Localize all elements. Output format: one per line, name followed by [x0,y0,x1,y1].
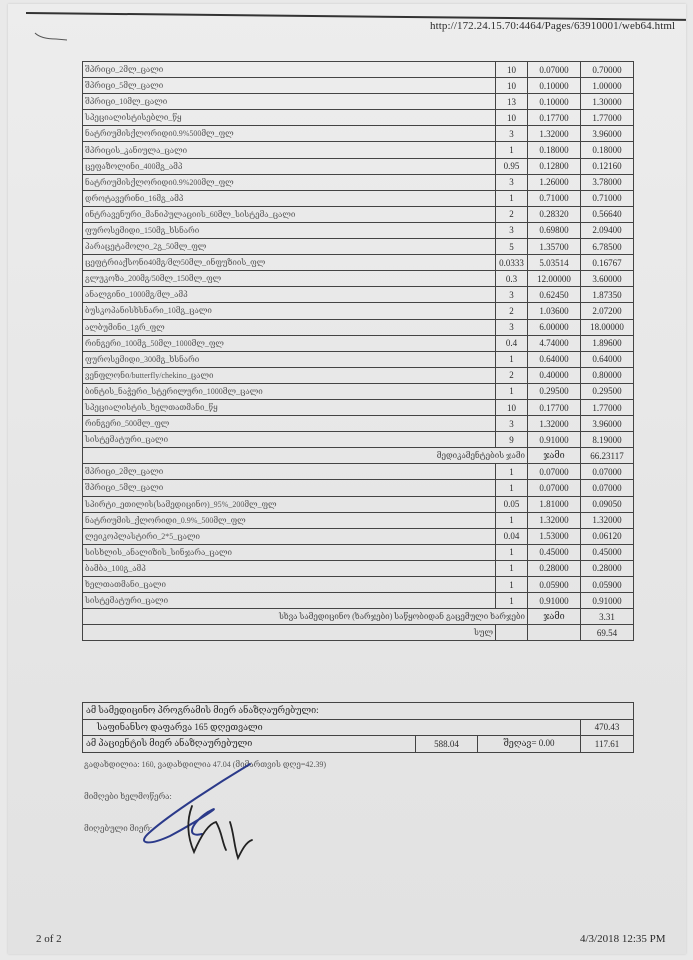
item-name: ცეფაზოლინი_400მგ_ამპ [83,158,496,174]
table-row [83,464,634,480]
item-name: ნატრიუმისქლორიდი0.9%200მლ_ფლ [83,174,496,190]
table-row [83,560,634,576]
payment-summary-table [82,702,634,753]
footer-paid-line: გადახდილია: 160, ვადახდილია 47.04 (მიმართვის დღე=42.39) [84,760,327,769]
item-total: 0.18000 [581,142,634,158]
item-name: სისხლის_ანალიზის_სინჯარა_ცალი [83,544,496,560]
empty-cell [528,625,581,641]
item-quantity: 1 [496,544,528,560]
empty-cell [496,625,528,641]
item-quantity: 1 [496,593,528,609]
item-total: 3.78000 [581,174,634,190]
item-name: ბინტის_ნაჭერი_სტერილური_1000მლ_ცალი [83,383,496,399]
itemized-charges-table [82,61,634,641]
item-name: სპირტი_ეთილის(სამედიცინო)_95%_200მლ_ფლ [83,496,496,512]
item-total: 0.16767 [581,255,634,271]
item-total: 2.09400 [581,222,634,238]
table-row [83,62,634,78]
summary-program-label: ამ სამედიცინო პროგრამის მიერ ანაზღაურებული: [83,703,634,720]
item-unit-price: 0.45000 [528,544,581,560]
item-total: 3.60000 [581,271,634,287]
item-name: ანალგინი_1000მგ/მლ_ამპ [83,287,496,303]
item-quantity: 2 [496,206,528,222]
item-quantity: 10 [496,78,528,94]
item-total: 8.19000 [581,432,634,448]
item-quantity: 9 [496,432,528,448]
summary-coverage-label: საფინანსო დაფარვა 165 დღეთვალი [83,719,581,736]
table-row [83,255,634,271]
item-quantity: 1 [496,560,528,576]
item-total: 2.07200 [581,303,634,319]
item-name: რინგერი_500მლ_ფლ [83,416,496,432]
handwritten-signature [130,762,260,872]
item-total: 0.56640 [581,206,634,222]
item-unit-price: 0.10000 [528,78,581,94]
summary-row [83,736,634,753]
summary-patient-label: ამ პაციენტის მიერ ანაზღაურებული [83,736,416,753]
item-quantity: 13 [496,94,528,110]
services-total-value: 3.31 [581,609,634,625]
table-row [83,480,634,496]
item-name: შპრიცი_2მლ_ცალი [83,464,496,480]
item-unit-price: 1.81000 [528,496,581,512]
item-total: 0.12160 [581,158,634,174]
item-unit-price: 5.03514 [528,255,581,271]
item-total: 0.91000 [581,593,634,609]
item-total: 0.06120 [581,528,634,544]
item-total: 0.28000 [581,560,634,576]
item-unit-price: 0.05900 [528,577,581,593]
item-name: შპრიცის_კანიულა_ცალი [83,142,496,158]
item-total: 1.32000 [581,512,634,528]
subtotal-row [83,448,634,464]
services-total-label: სხვა სამედიცინო (ხარჯები) საწყობიდან გაცემული ხარჯები [83,609,528,625]
item-name: ალბუმინი_1გრ_ფლ [83,319,496,335]
item-unit-price: 0.29500 [528,383,581,399]
summary-row [83,703,634,720]
table-row [83,544,634,560]
footer-issued-line: მიღებული მიერ: [84,824,153,833]
item-quantity: 10 [496,399,528,415]
grand-total-row [83,625,634,641]
item-total: 0.05900 [581,577,634,593]
table-row [83,432,634,448]
item-unit-price: 0.10000 [528,94,581,110]
table-row [83,303,634,319]
table-row [83,190,634,206]
item-quantity: 0.05 [496,496,528,512]
table-row [83,94,634,110]
item-total: 1.89600 [581,335,634,351]
item-total: 1.00000 [581,78,634,94]
item-unit-price: 0.07000 [528,464,581,480]
item-unit-price: 0.28000 [528,560,581,576]
item-unit-price: 4.74000 [528,335,581,351]
item-total: 3.96000 [581,416,634,432]
item-name: გლუკოზა_200მგ/50მლ_150მლ_ფლ [83,271,496,287]
table-row [83,126,634,142]
item-total: 0.29500 [581,383,634,399]
item-name: ნატრიუმისქლორიდი0.9%500მლ_ფლ [83,126,496,142]
table-row [83,335,634,351]
item-quantity: 3 [496,222,528,238]
item-name: ბუსკოპანისხსნარი_10მგ_ცალი [83,303,496,319]
item-total: 1.87350 [581,287,634,303]
page-number: 2 of 2 [36,933,62,945]
item-unit-price: 0.91000 [528,593,581,609]
table-row [83,206,634,222]
item-quantity: 3 [496,319,528,335]
item-total: 0.71000 [581,190,634,206]
subtotal-sum-label: ჯამი [528,448,581,464]
item-total: 1.77000 [581,399,634,415]
table-row [83,287,634,303]
item-quantity: 3 [496,174,528,190]
item-unit-price: 1.32000 [528,126,581,142]
services-total-row [83,609,634,625]
subtotal-label: მედიკამენტების ჯამი [83,448,528,464]
table-row [83,399,634,415]
subtotal-value: 66.23117 [581,448,634,464]
item-name: ფუროსემიდი_150მგ_ხსნარი [83,222,496,238]
item-total: 0.64000 [581,351,634,367]
table-row [83,351,634,367]
item-name: შპრიცი_10მლ_ცალი [83,94,496,110]
summary-discount: შეღავ= 0.00 [478,736,581,753]
item-name: სისტემატური_ცალი [83,593,496,609]
item-unit-price: 0.91000 [528,432,581,448]
item-name: ნატრიუმის_ქლორიდი_0.9%_500მლ_ფლ [83,512,496,528]
item-quantity: 3 [496,287,528,303]
item-total: 1.77000 [581,110,634,126]
item-name: დროტავერინი_16მგ_ამპ [83,190,496,206]
item-quantity: 0.4 [496,335,528,351]
item-total: 0.07000 [581,464,634,480]
item-unit-price: 6.00000 [528,319,581,335]
item-name: შპრიცი_5მლ_ცალი [83,480,496,496]
item-unit-price: 1.32000 [528,416,581,432]
table-row [83,367,634,383]
summary-coverage-value: 470.43 [581,719,634,736]
item-unit-price: 0.07000 [528,62,581,78]
item-unit-price: 1.53000 [528,528,581,544]
item-total: 18.00000 [581,319,634,335]
table-row [83,593,634,609]
item-name: ინტრავენური_მანიპულაციის_60მლ_სისტემა_ცალი [83,206,496,222]
item-name: პარაცეტამოლი_2გ_50მლ_ფლ [83,239,496,255]
item-name: ხელთათმანი_ცალი [83,577,496,593]
item-name: ვენფლონი/butterfly/chekino_ცალი [83,367,496,383]
item-unit-price: 0.71000 [528,190,581,206]
page-url: http://172.24.15.70:4464/Pages/63910001/web64.html [430,20,676,32]
table-row [83,383,634,399]
item-unit-price: 12.00000 [528,271,581,287]
item-name: შპრიცი_2მლ_ცალი [83,62,496,78]
item-unit-price: 1.26000 [528,174,581,190]
item-quantity: 2 [496,367,528,383]
item-unit-price: 0.64000 [528,351,581,367]
item-quantity: 1 [496,383,528,399]
item-unit-price: 0.07000 [528,480,581,496]
table-row [83,142,634,158]
item-total: 0.70000 [581,62,634,78]
item-total: 0.45000 [581,544,634,560]
table-row [83,158,634,174]
table-row [83,496,634,512]
item-quantity: 0.0333 [496,255,528,271]
item-name: ფუროსემიდი_300მგ_ხსნარი [83,351,496,367]
item-unit-price: 0.17700 [528,110,581,126]
table-row [83,512,634,528]
item-quantity: 3 [496,416,528,432]
item-name: რინგერი_100მგ_50მლ_1000მლ_ფლ [83,335,496,351]
item-unit-price: 0.17700 [528,399,581,415]
item-total: 6.78500 [581,239,634,255]
table-row [83,577,634,593]
item-quantity: 1 [496,351,528,367]
item-quantity: 1 [496,190,528,206]
item-name: სპეციალისტისებლი_წყ [83,110,496,126]
item-name: ლეიკოპლასტირი_2*5_ცალი [83,528,496,544]
item-quantity: 0.95 [496,158,528,174]
item-quantity: 5 [496,239,528,255]
item-unit-price: 0.69800 [528,222,581,238]
item-quantity: 0.3 [496,271,528,287]
table-row [83,78,634,94]
table-row [83,416,634,432]
table-row [83,319,634,335]
item-name: ბამბა_100გ_ამპ [83,560,496,576]
item-unit-price: 1.35700 [528,239,581,255]
summary-patient-mid: 588.04 [416,736,478,753]
grand-total-label: სულ [83,625,496,641]
item-quantity: 1 [496,142,528,158]
table-row [83,239,634,255]
item-total: 0.80000 [581,367,634,383]
item-name: ცეფტრიაქსონი40მგ/მლ50მლ_ინფუზიის_ფლ [83,255,496,271]
item-total: 1.30000 [581,94,634,110]
print-datetime: 4/3/2018 12:35 PM [580,933,666,945]
item-quantity: 10 [496,110,528,126]
item-unit-price: 0.28320 [528,206,581,222]
item-quantity: 0.04 [496,528,528,544]
table-row [83,174,634,190]
item-unit-price: 0.62450 [528,287,581,303]
item-unit-price: 0.18000 [528,142,581,158]
item-quantity: 2 [496,303,528,319]
item-quantity: 1 [496,464,528,480]
item-quantity: 3 [496,126,528,142]
item-name: სპეციალისტის_ხელთათმანი_წყ [83,399,496,415]
item-unit-price: 1.32000 [528,512,581,528]
item-quantity: 1 [496,480,528,496]
item-unit-price: 1.03600 [528,303,581,319]
table-row [83,528,634,544]
item-unit-price: 0.12800 [528,158,581,174]
table-row [83,271,634,287]
grand-total-value: 69.54 [581,625,634,641]
item-quantity: 10 [496,62,528,78]
item-total: 0.09050 [581,496,634,512]
item-total: 3.96000 [581,126,634,142]
item-name: სისტემატური_ცალი [83,432,496,448]
item-name: შპრიცი_5მლ_ცალი [83,78,496,94]
table-row [83,222,634,238]
table-row [83,110,634,126]
summary-patient-value: 117.61 [581,736,634,753]
summary-row [83,719,634,736]
item-total: 0.07000 [581,480,634,496]
pen-mark-icon [34,30,74,44]
item-quantity: 1 [496,512,528,528]
footer-receiver-line: მიმღები ხელმოწერა: [84,792,172,801]
item-quantity: 1 [496,577,528,593]
item-unit-price: 0.40000 [528,367,581,383]
services-total-sum-label: ჯამი [528,609,581,625]
